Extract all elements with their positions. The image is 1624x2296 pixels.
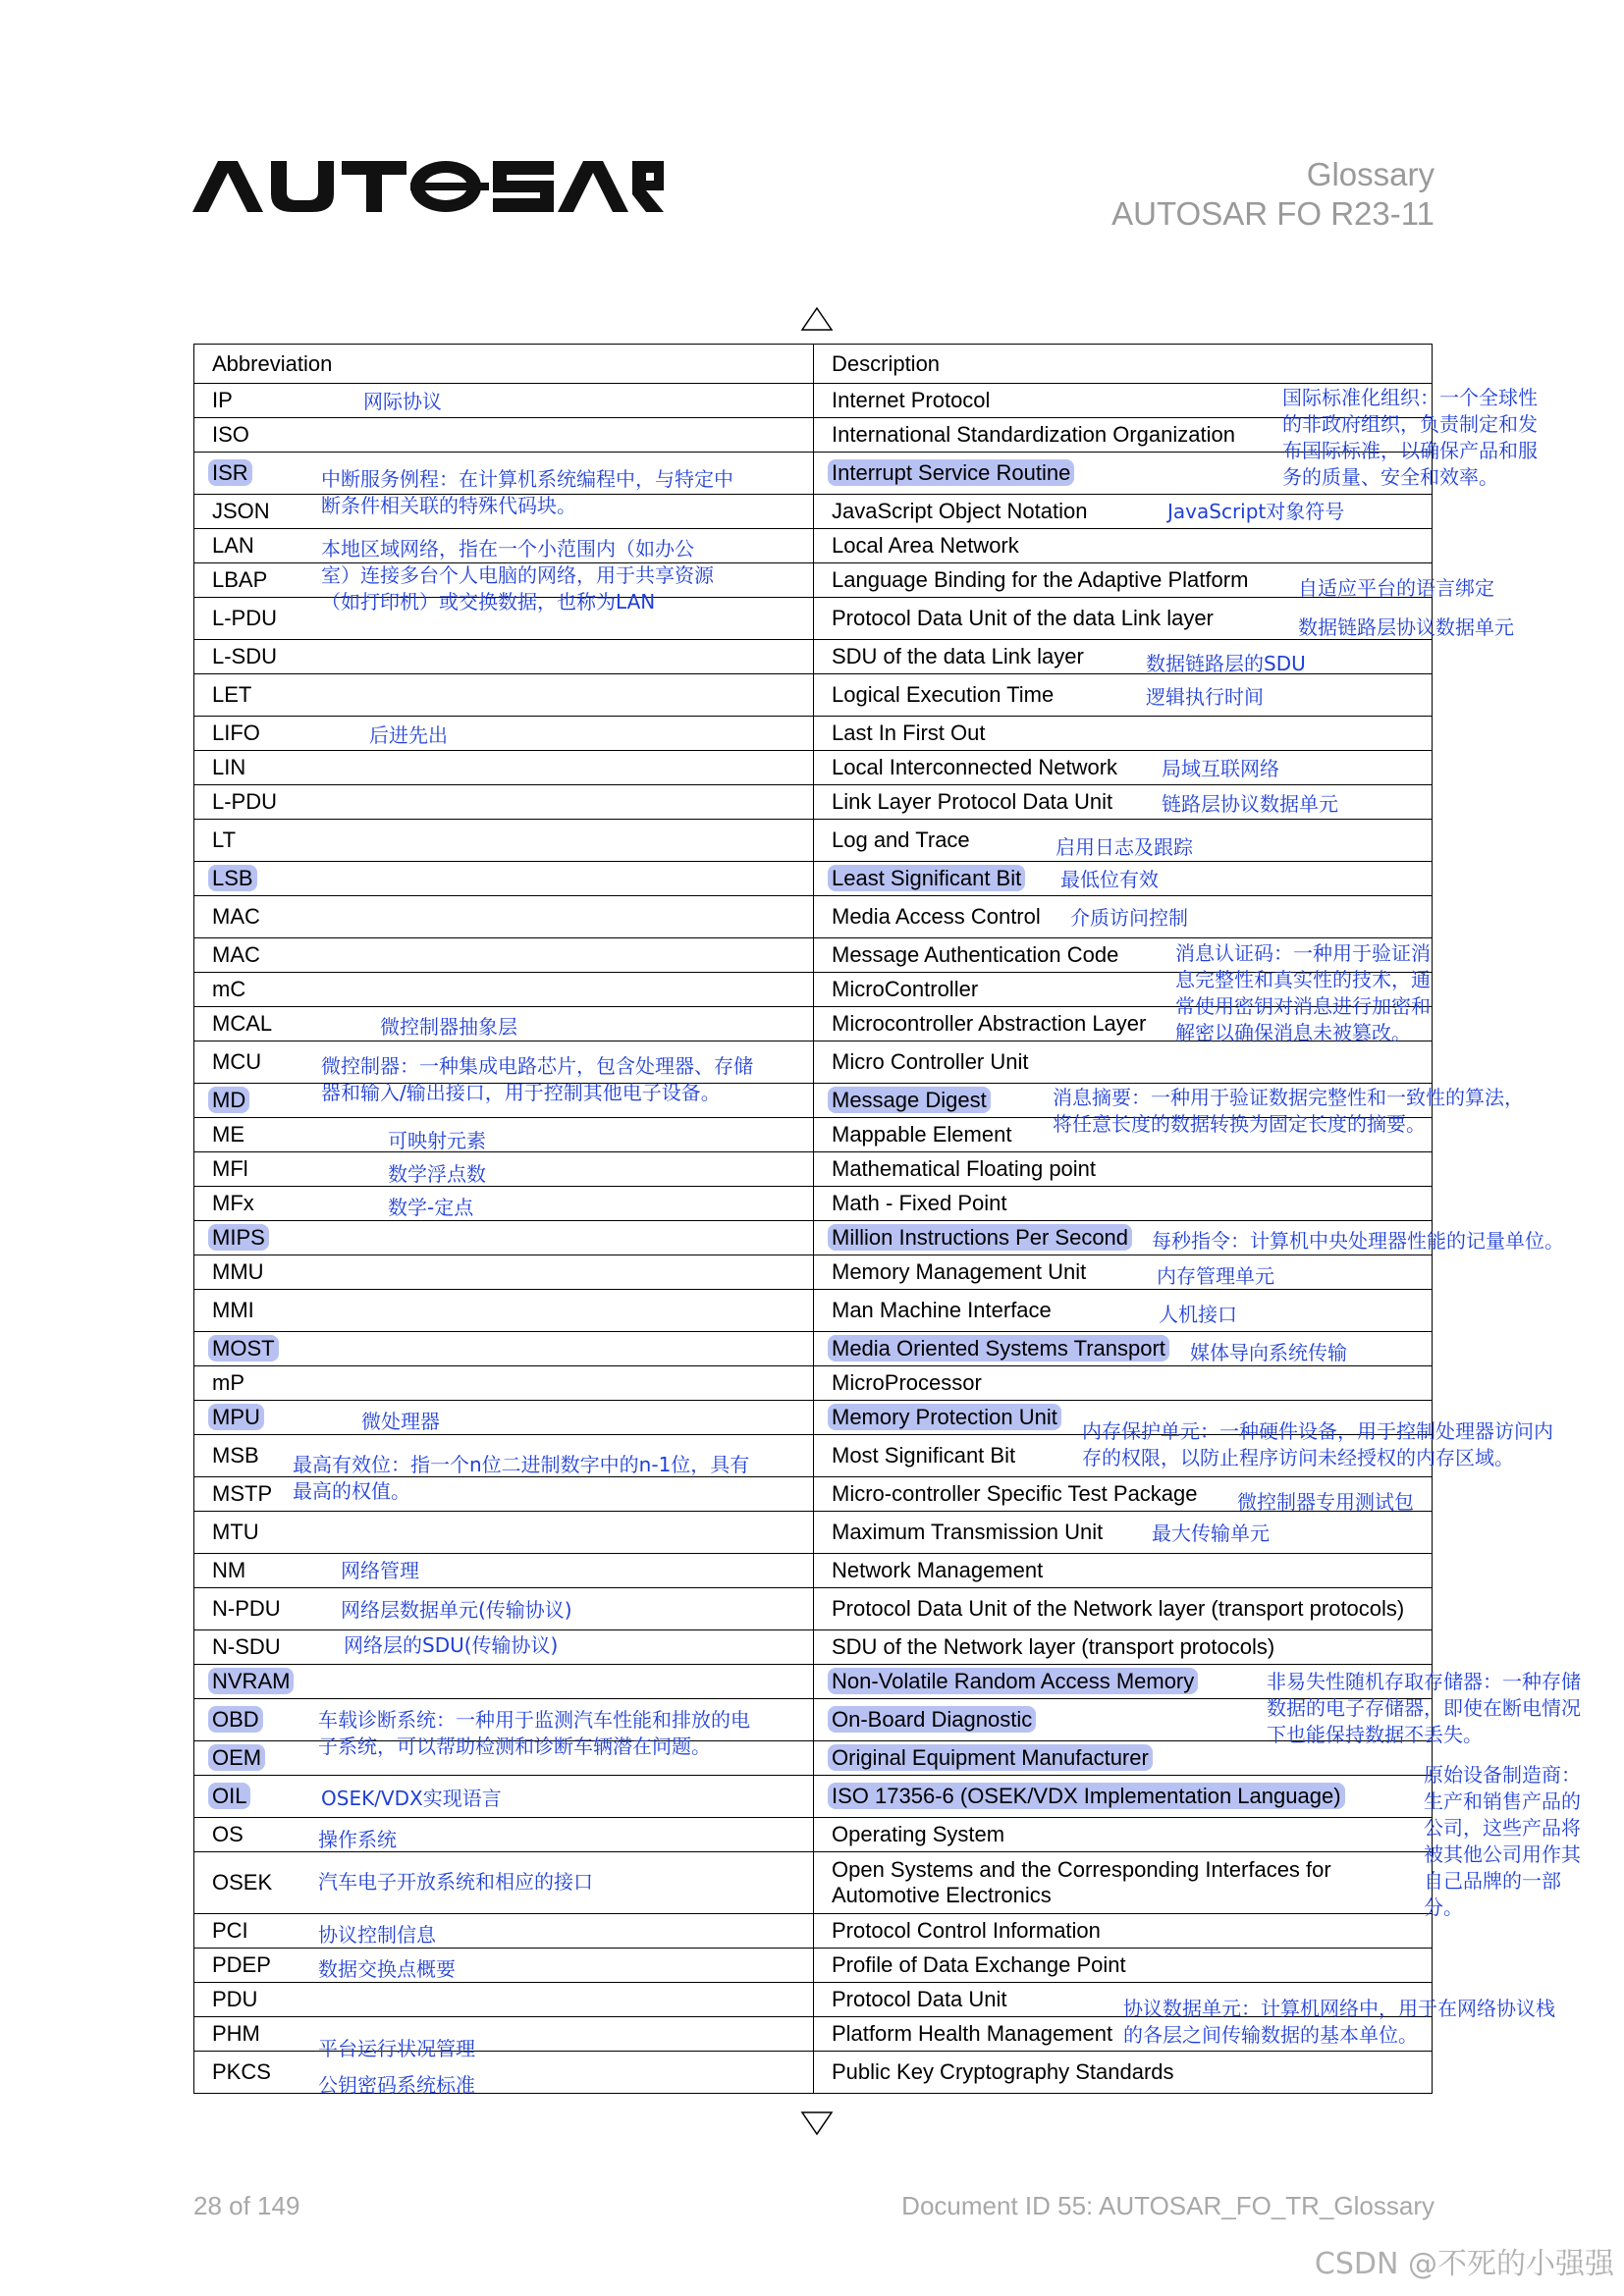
abbreviation-cell (194, 640, 814, 674)
description-text: Language Binding for the Adaptive Platform (832, 567, 1249, 592)
description-text: Micro-controller Specific Test Package (832, 1481, 1198, 1506)
description-text: Media Access Control (832, 904, 1041, 929)
description-text: On-Board Diagnostic (828, 1706, 1036, 1733)
description-cell (814, 1152, 1433, 1187)
abbreviation-text: L-PDU (212, 789, 278, 814)
down-triangle-icon (800, 2110, 834, 2136)
description-text: International Standardization Organization (832, 422, 1235, 447)
abbreviation-cell (194, 1512, 814, 1554)
description-cell (814, 529, 1433, 563)
abbreviation-text: MCU (212, 1049, 262, 1074)
abbreviation-cell (194, 785, 814, 820)
description-cell (814, 751, 1433, 785)
abbreviation-text: JSON (212, 499, 270, 523)
annotation-note: 最低位有效 (1060, 868, 1159, 891)
abbreviation-text: OS (212, 1822, 244, 1846)
abbreviation-cell (194, 1401, 814, 1435)
description-cell (814, 1949, 1433, 1983)
abbreviation-cell (194, 717, 814, 751)
abbreviation-cell (194, 820, 814, 862)
description-text: Mappable Element (832, 1122, 1012, 1147)
description-text: Interrupt Service Routine (828, 459, 1074, 486)
annotation-note: 微处理器 (361, 1410, 440, 1433)
abbreviation-text: L-SDU (212, 644, 278, 668)
annotation-note: JavaScript对象符号 (1167, 500, 1345, 523)
document-header (1111, 155, 1435, 234)
annotation-note: 可映射元素 (388, 1129, 486, 1152)
abbreviation-text: PKCS (212, 2059, 271, 2084)
annotation-note: 数据链路层的SDU (1146, 652, 1306, 675)
abbreviation-text: MPU (208, 1404, 264, 1430)
description-cell (814, 1852, 1433, 1914)
abbreviation-text: MMU (212, 1259, 264, 1284)
abbreviation-text: PDU (212, 1987, 258, 2011)
description-text: Man Machine Interface (832, 1298, 1052, 1322)
description-text: Public Key Cryptography Standards (832, 2059, 1174, 2084)
doc-subtitle: AUTOSAR FO R23-11 (1111, 195, 1435, 232)
abbreviation-cell (194, 1255, 814, 1290)
abbreviation-text: MFl (212, 1156, 248, 1181)
description-text: Operating System (832, 1822, 1005, 1846)
doc-title: Glossary (1306, 156, 1435, 192)
abbreviation-cell (194, 1118, 814, 1152)
description-text: Logical Execution Time (832, 682, 1055, 707)
description-text: Original Equipment Manufacturer (828, 1744, 1153, 1771)
annotation-note: 内存保护单元：一种硬件设备，用于控制处理器访问内 存的权限，以防止程序访问未经授权的内存区域。 (1082, 1419, 1553, 1469)
description-text: Log and Trace (832, 828, 970, 852)
abbreviation-cell (194, 862, 814, 896)
annotation-note: 网际协议 (363, 390, 442, 413)
abbreviation-cell (194, 1290, 814, 1332)
abbreviation-cell (194, 384, 814, 418)
annotation-note: 数学浮点数 (388, 1162, 486, 1186)
annotation-note: 自适应平台的语言绑定 (1298, 576, 1494, 600)
description-text: Non-Volatile Random Access Memory (828, 1668, 1198, 1694)
annotation-note: 后进先出 (369, 723, 448, 747)
abbreviation-text: MIPS (208, 1224, 269, 1251)
abbreviation-cell (194, 1665, 814, 1699)
abbreviation-cell (194, 1332, 814, 1366)
abbreviation-text: MSB (212, 1443, 259, 1468)
annotation-note: 汽车电子开放系统和相应的接口 (318, 1870, 593, 1894)
abbreviation-text: NVRAM (208, 1668, 294, 1694)
abbreviation-text: MTU (212, 1520, 259, 1544)
annotation-note: 微控制器：一种集成电路芯片，包含处理器、存储 器和输入/输出接口，用于控制其他电子设备。 (321, 1054, 753, 1104)
abbreviation-cell (194, 2052, 814, 2094)
description-text: Least Significant Bit (828, 865, 1025, 891)
abbreviation-text: MFx (212, 1191, 254, 1215)
abbreviation-text: LBAP (212, 567, 268, 592)
description-text: Most Significant Bit (832, 1443, 1016, 1468)
description-text: Message Digest (828, 1087, 991, 1113)
page-number: 28 of 149 (193, 2191, 300, 2220)
table-row (194, 418, 1433, 453)
description-text: Microcontroller Abstraction Layer (832, 1011, 1147, 1036)
annotation-note: 数据交换点概要 (318, 1957, 456, 1981)
annotation-note: 局域互联网络 (1162, 757, 1279, 780)
description-text: Protocol Data Unit of the data Link layer (832, 606, 1214, 630)
abbreviation-cell (194, 674, 814, 717)
annotation-note: 逻辑执行时间 (1146, 685, 1264, 709)
abbreviation-text: L-PDU (212, 606, 278, 630)
description-cell (814, 1041, 1433, 1084)
description-cell (814, 1588, 1433, 1630)
abbreviation-text: PDEP (212, 1952, 271, 1977)
description-text: MicroProcessor (832, 1370, 982, 1395)
abbreviation-cell (194, 973, 814, 1007)
annotation-note: 人机接口 (1159, 1303, 1237, 1326)
abbreviation-text: PHM (212, 2021, 260, 2046)
abbreviation-text: N-SDU (212, 1634, 281, 1659)
description-text: Message Authentication Code (832, 942, 1119, 967)
description-text: Local Area Network (832, 533, 1019, 558)
annotation-note: 消息摘要：一种用于验证数据完整性和一致性的算法， 将任意长度的数据转换为固定长度的摘要。 (1053, 1086, 1524, 1136)
abbreviation-text: MOST (208, 1335, 279, 1362)
abbreviation-text: mP (212, 1370, 244, 1395)
abbreviation-cell (194, 1554, 814, 1588)
abbreviation-text: OEM (208, 1744, 265, 1771)
abbreviation-text: MD (208, 1087, 249, 1113)
annotation-note: 介质访问控制 (1070, 906, 1188, 930)
annotation-note: 媒体导向系统传输 (1190, 1341, 1347, 1364)
description-cell (814, 1554, 1433, 1588)
annotation-note: 数据链路层协议数据单元 (1298, 615, 1514, 639)
table-row (194, 1665, 1433, 1699)
abbreviation-text: MCAL (212, 1011, 273, 1036)
description-text: JavaScript Object Notation (832, 499, 1088, 523)
abbreviation-cell (194, 418, 814, 453)
annotation-note: 操作系统 (318, 1828, 397, 1851)
table-row (194, 1290, 1433, 1332)
abbreviation-cell (194, 1983, 814, 2017)
description-text: Math - Fixed Point (832, 1191, 1007, 1215)
abbreviation-cell (194, 1187, 814, 1221)
description-cell (814, 640, 1433, 674)
annotation-note: 链路层协议数据单元 (1162, 792, 1338, 816)
table-row (194, 820, 1433, 862)
abbreviation-text: N-PDU (212, 1596, 281, 1621)
annotation-note: 国际标准化组织：一个全球性 的非政府组织，负责制定和发 布国际标准，以确保产品和服 务的质量、安全和效率。 (1282, 386, 1538, 489)
annotation-note: 车载诊断系统：一种用于监测汽车性能和排放的电 子系统，可以帮助检测和诊断车辆潜在问题。 (318, 1708, 750, 1758)
table-row (194, 896, 1433, 938)
description-cell (814, 717, 1433, 751)
abbreviation-text: LT (212, 828, 237, 852)
description-cell (814, 1776, 1433, 1818)
abbreviation-text: LIN (212, 755, 246, 779)
annotation-note: 微控制器专用测试包 (1237, 1490, 1414, 1514)
description-text: Protocol Data Unit of the Network layer (transport protocols) (832, 1596, 1405, 1621)
description-cell (814, 785, 1433, 820)
abbreviation-text: MSTP (212, 1481, 273, 1506)
description-cell (814, 1818, 1433, 1852)
description-text: ISO 17356-6 (OSEK/VDX Implementation Language) (828, 1783, 1345, 1809)
abbreviation-cell (194, 1776, 814, 1818)
table-row (194, 1187, 1433, 1221)
abbreviation-text: ME (212, 1122, 244, 1147)
column-header-abbreviation: Abbreviation (194, 345, 814, 384)
document-id: Document ID 55: AUTOSAR_FO_TR_Glossary (901, 2191, 1435, 2220)
description-cell (814, 1255, 1433, 1290)
abbreviation-text: ISO (212, 422, 249, 447)
description-text: Link Layer Protocol Data Unit (832, 789, 1113, 814)
annotation-note: 每秒指令：计算机中央处理器性能的记量单位。 (1152, 1229, 1564, 1253)
description-cell (814, 1187, 1433, 1221)
annotation-note: 协议控制信息 (318, 1923, 436, 1947)
annotation-note: 公钥密码系统标准 (318, 2073, 475, 2097)
abbreviation-text: IP (212, 388, 233, 412)
annotation-note: 本地区域网络，指在一个小范围内（如办公 室）连接多台个人电脑的网络，用于共享资源 （如打印机）或交换数据，也称为LAN (321, 537, 714, 614)
up-triangle-icon (800, 306, 834, 332)
annotation-note: 平台运行状况管理 (318, 2037, 475, 2060)
abbreviation-cell (194, 1949, 814, 1983)
description-text: Last In First Out (832, 721, 986, 745)
annotation-note: OSEK/VDX实现语言 (321, 1787, 502, 1810)
description-text: SDU of the Network layer (transport protocols) (832, 1634, 1275, 1659)
annotation-note: 最高有效位：指一个n位二进制数字中的n-1位，具有 最高的权值。 (293, 1453, 750, 1503)
annotation-note: 内存管理单元 (1157, 1264, 1274, 1288)
abbreviation-cell (194, 1914, 814, 1949)
abbreviation-text: PCI (212, 1918, 248, 1943)
annotation-note: 数学-定点 (388, 1196, 474, 1219)
abbreviation-text: NM (212, 1558, 246, 1582)
annotation-note: 网络管理 (341, 1559, 419, 1582)
abbreviation-text: LAN (212, 533, 254, 558)
annotation-note: 网络层数据单元(传输协议) (341, 1598, 572, 1622)
table-row (194, 862, 1433, 896)
description-cell (814, 1512, 1433, 1554)
annotation-note: 协议数据单元：计算机网络中，用于在网络协议栈 的各层之间传输数据的基本单位。 (1123, 1997, 1555, 2047)
abbreviation-text: MMI (212, 1298, 254, 1322)
annotation-note: 网络层的SDU(传输协议) (344, 1633, 559, 1657)
abbreviation-text: LIFO (212, 721, 260, 745)
abbreviation-cell (194, 2017, 814, 2052)
annotation-note: 微控制器抽象层 (380, 1015, 517, 1039)
description-text: Protocol Control Information (832, 1918, 1101, 1943)
annotation-note: 非易失性随机存取存储器：一种存储 数据的电子存储器，即使在断电情况 下也能保持数据不丢失。 (1267, 1670, 1581, 1746)
annotation-note: 最大传输单元 (1152, 1522, 1270, 1545)
abbreviation-text: OBD (208, 1706, 263, 1733)
abbreviation-text: LSB (208, 865, 257, 891)
description-text: Mathematical Floating point (832, 1156, 1097, 1181)
description-cell (814, 1366, 1433, 1401)
watermark: CSDN @不死的小强强 (1314, 2247, 1614, 2281)
abbreviation-cell (194, 1366, 814, 1401)
description-text: Profile of Data Exchange Point (832, 1952, 1126, 1977)
description-text: SDU of the data Link layer (832, 644, 1084, 668)
abbreviation-text: OIL (208, 1783, 250, 1809)
description-text: Micro Controller Unit (832, 1049, 1029, 1074)
annotation-note: 原始设备制造商： 生产和销售产品的 公司，这些产品将 被其他公司用作其 自己品牌的一部 分。 (1424, 1763, 1581, 1919)
annotation-note: 消息认证码：一种用于验证消 息完整性和真实性的技术，通 常使用密钥对消息进行加密和 解密以确保消息未被篡改。 (1175, 941, 1431, 1044)
description-cell (814, 1290, 1433, 1332)
autosar-logo (192, 157, 664, 216)
abbreviation-text: OSEK (212, 1870, 273, 1895)
abbreviation-text: mC (212, 977, 246, 1001)
abbreviation-text: ISR (208, 459, 252, 486)
description-text: Open Systems and the Corresponding Interfaces for Automotive Electronics (832, 1857, 1331, 1907)
description-text: Memory Protection Unit (828, 1404, 1061, 1430)
abbreviation-cell (194, 1152, 814, 1187)
table-row (194, 1152, 1433, 1187)
description-text: Maximum Transmission Unit (832, 1520, 1104, 1544)
description-text: Million Instructions Per Second (828, 1224, 1132, 1251)
abbreviation-text: MAC (212, 942, 260, 967)
abbreviation-cell (194, 896, 814, 938)
description-text: Media Oriented Systems Transport (828, 1335, 1169, 1362)
description-text: Network Management (832, 1558, 1044, 1582)
abbreviation-cell (194, 751, 814, 785)
description-cell (814, 1914, 1433, 1949)
annotation-note: 中断服务例程：在计算机系统编程中，与特定中 断条件相关联的特殊代码块。 (321, 467, 733, 517)
column-header-description: Description (814, 345, 1433, 384)
description-text: Protocol Data Unit (832, 1987, 1007, 2011)
description-cell (814, 1630, 1433, 1665)
description-text: MicroController (832, 977, 979, 1001)
description-cell (814, 2052, 1433, 2094)
description-text: Platform Health Management (832, 2021, 1113, 2046)
abbreviation-cell (194, 938, 814, 973)
abbreviation-text: MAC (212, 904, 260, 929)
abbreviation-cell (194, 1818, 814, 1852)
description-text: Local Interconnected Network (832, 755, 1118, 779)
abbreviation-cell (194, 1221, 814, 1255)
annotation-note: 启用日志及跟踪 (1056, 835, 1193, 859)
description-text: Internet Protocol (832, 388, 991, 412)
description-text: Memory Management Unit (832, 1259, 1087, 1284)
abbreviation-text: LET (212, 682, 252, 707)
table-row (194, 1366, 1433, 1401)
description-cell (814, 674, 1433, 717)
